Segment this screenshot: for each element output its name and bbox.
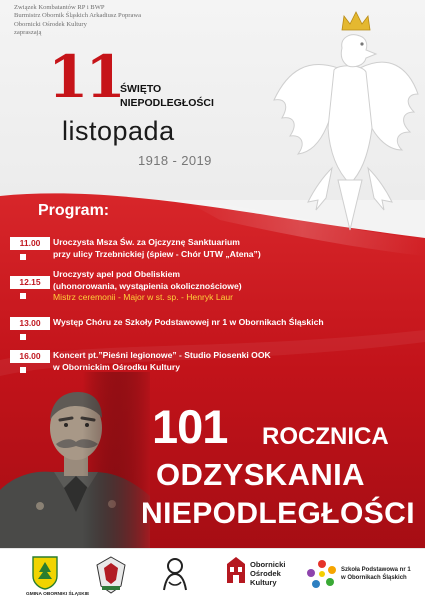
time-badge: 13.00 [10, 317, 50, 330]
bullet-square [20, 334, 26, 340]
marshal-portrait-image [0, 372, 150, 548]
organizer-line: Burmistrz Obornik Śląskich Arkadiusz Poprawa [14, 12, 142, 20]
niepodleglosci-line: NIEPODLEGŁOŚCI [120, 97, 214, 109]
organizer-line: zapraszają [14, 29, 42, 37]
bullet-square [20, 293, 26, 299]
program-item-text [53, 237, 261, 260]
program-item-text [53, 317, 324, 329]
anniversary-number: 101 [152, 400, 228, 453]
veterans-emblem-icon [96, 556, 126, 594]
bullet-square [20, 254, 26, 260]
program-line: przy ulicy Trzebnickiej (śpiew - Chór UTW „Atena”) [53, 248, 261, 259]
program-line: Koncert pt.”Pieśni legionowe” - Studio Piosenki OOK [53, 350, 271, 360]
ook-logo-text [250, 560, 285, 587]
ook-building-icon [226, 556, 246, 584]
program-item-text [53, 350, 271, 373]
swieto-line: ŚWIĘTO [120, 83, 162, 95]
program-line: Uroczysta Msza Św. za Ojczyznę Sanktuarium [53, 237, 240, 247]
time-badge: 16.00 [10, 350, 50, 363]
headline-odzyskania: ODZYSKANIA [156, 457, 365, 492]
ook-line: Obornicki [250, 560, 286, 569]
program-line: Występ Chóru ze Szkoły Podstawowej nr 1 w Obornikach Śląskich [53, 317, 324, 327]
program-item-text [53, 269, 242, 304]
program-line: w Obornickim Ośrodku Kultury [53, 361, 181, 372]
time-badge: 12.15 [10, 276, 50, 289]
white-eagle-emblem [268, 8, 420, 240]
program-line: (uhonorowania, wystąpienia okolicznościowe) [53, 280, 242, 291]
time-badge: 11.00 [10, 237, 50, 250]
choir-emblem-icon [160, 556, 190, 592]
school-logo-text [341, 566, 411, 582]
ook-line: Kultury [250, 578, 277, 587]
school-line: Szkoła Podstawowa nr 1 [341, 567, 411, 573]
school-colorful-logo-icon [306, 558, 338, 590]
headline-niepodleglosci: NIEPODLEGŁOŚCI [141, 497, 415, 530]
program-line: Uroczysty apel pod Obeliskiem [53, 269, 181, 279]
school-line: w Obornikach Śląskich [341, 575, 407, 581]
headline-rocznica: ROCZNICA [262, 423, 389, 450]
crown-icon [342, 12, 370, 30]
organizer-line: Związek Kombatantów RP i BWP [14, 4, 105, 11]
program-title: Program: [38, 202, 110, 219]
swieto-label [120, 82, 214, 110]
ceremony-master-line: Mistrz ceremonii - Major w st. sp. - Henryk Laur [53, 292, 234, 303]
month-label: listopada [62, 116, 175, 146]
gmina-oborniki-crest-icon [32, 556, 58, 590]
organizers-text [14, 4, 214, 38]
day-number: 11 [48, 43, 123, 111]
organizer-line: Obornicki Ośrodek Kultury [14, 20, 87, 28]
gmina-logo-text: GMINA OBORNIKI ŚLĄSKIE [26, 592, 90, 597]
ook-line: Ośrodek [250, 569, 281, 578]
years-label: 1918 - 2019 [138, 153, 212, 168]
